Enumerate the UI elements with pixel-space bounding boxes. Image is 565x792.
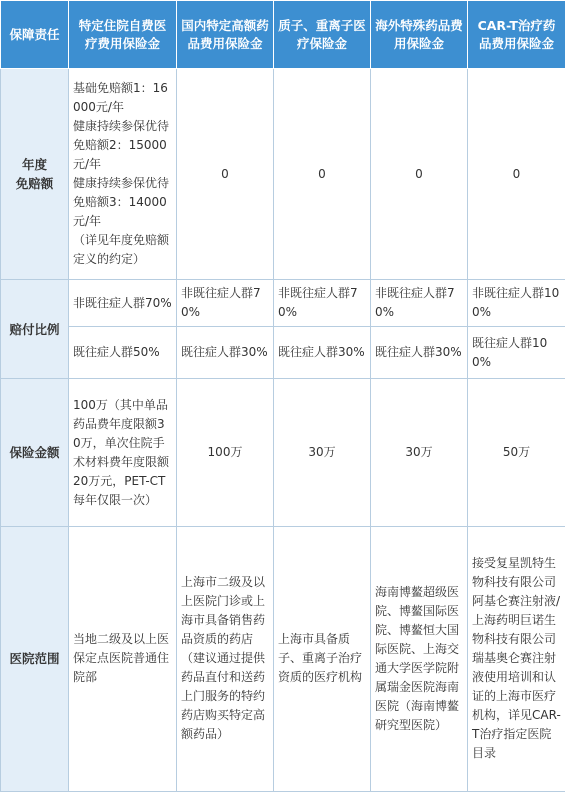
ratio-cell: 既往症人群100% bbox=[468, 327, 565, 379]
ratio-cell: 既往症人群30% bbox=[177, 327, 274, 379]
hospital-scope-cell: 海南博鳌超级医院、博鳌国际医院、博鳌恒大国际医院、上海交通大学医学院附属瑞金医院海南医院（海南博鳌研究型医院） bbox=[371, 526, 468, 791]
header-proton-heavy-ion: 质子、重离子医疗保险金 bbox=[274, 1, 371, 69]
deductible-cell: 0 bbox=[274, 69, 371, 280]
amount-cell: 30万 bbox=[371, 379, 468, 526]
ratio-cell: 非既往症人群70% bbox=[371, 280, 468, 327]
header-coverage-item: 保障责任 bbox=[1, 1, 69, 69]
ratio-cell: 非既往症人群70% bbox=[177, 280, 274, 327]
ratio-cell: 非既往症人群100% bbox=[468, 280, 565, 327]
ratio-cell: 既往症人群30% bbox=[371, 327, 468, 379]
deductible-row bbox=[1, 69, 565, 280]
header-row bbox=[1, 1, 565, 69]
amount-cell: 30万 bbox=[274, 379, 371, 526]
ratio-cell: 非既往症人群70% bbox=[69, 280, 177, 327]
ratio-row-preexisting bbox=[1, 327, 565, 379]
ratio-cell: 非既往症人群70% bbox=[274, 280, 371, 327]
amount-cell: 100万 bbox=[177, 379, 274, 526]
header-domestic-high-cost-drugs: 国内特定高额药品费用保险金 bbox=[177, 1, 274, 69]
row-label-hospital-scope: 医院范围 bbox=[1, 526, 69, 791]
amount-row bbox=[1, 379, 565, 526]
hospital-scope-cell: 当地二级及以上医保定点医院普通住院部 bbox=[69, 526, 177, 791]
amount-cell: 100万（其中单品药品费年度限额30万，单次住院手术材料费年度限额20万元，PET-CT每年仅限一次） bbox=[69, 379, 177, 526]
hospital-scope-cell: 上海市具备质子、重离子治疗资质的医疗机构 bbox=[274, 526, 371, 791]
ratio-row-non-preexisting bbox=[1, 280, 565, 327]
row-label-deductible: 年度 免赔额 bbox=[1, 69, 69, 280]
ratio-cell: 既往症人群50% bbox=[69, 327, 177, 379]
header-inpatient-self-pay: 特定住院自费医疗费用保险金 bbox=[69, 1, 177, 69]
deductible-cell: 0 bbox=[371, 69, 468, 280]
header-overseas-special-drugs: 海外特殊药品费用保险金 bbox=[371, 1, 468, 69]
deductible-cell: 0 bbox=[468, 69, 565, 280]
amount-cell: 50万 bbox=[468, 379, 565, 526]
row-label-insured-amount: 保险金额 bbox=[1, 379, 69, 526]
hospital-scope-cell: 接受复星凯特生物科技有限公司阿基仑赛注射液/上海药明巨诺生物科技有限公司瑞基奥仑赛注射液使用培训和认证的上海市医疗机构，详见CAR-T治疗指定医院目录 bbox=[468, 526, 565, 791]
ratio-cell: 既往症人群30% bbox=[274, 327, 371, 379]
deductible-cell: 基础免赔额1：16000元/年 健康持续参保优待免赔额2：15000元/年 健康持续参保优待免赔额3：14000元/年 （详见年度免赔额定义的约定） bbox=[69, 69, 177, 280]
row-label-payout-ratio: 赔付比例 bbox=[1, 280, 69, 379]
hospital-scope-row bbox=[1, 526, 565, 791]
hospital-scope-cell: 上海市二级及以上医院门诊或上海市具备销售药品资质的药店（建议通过提供药品直付和送药上门服务的特约药店购买特定高额药品） bbox=[177, 526, 274, 791]
header-car-t-drugs: CAR-T治疗药品费用保险金 bbox=[468, 1, 565, 69]
deductible-cell: 0 bbox=[177, 69, 274, 280]
